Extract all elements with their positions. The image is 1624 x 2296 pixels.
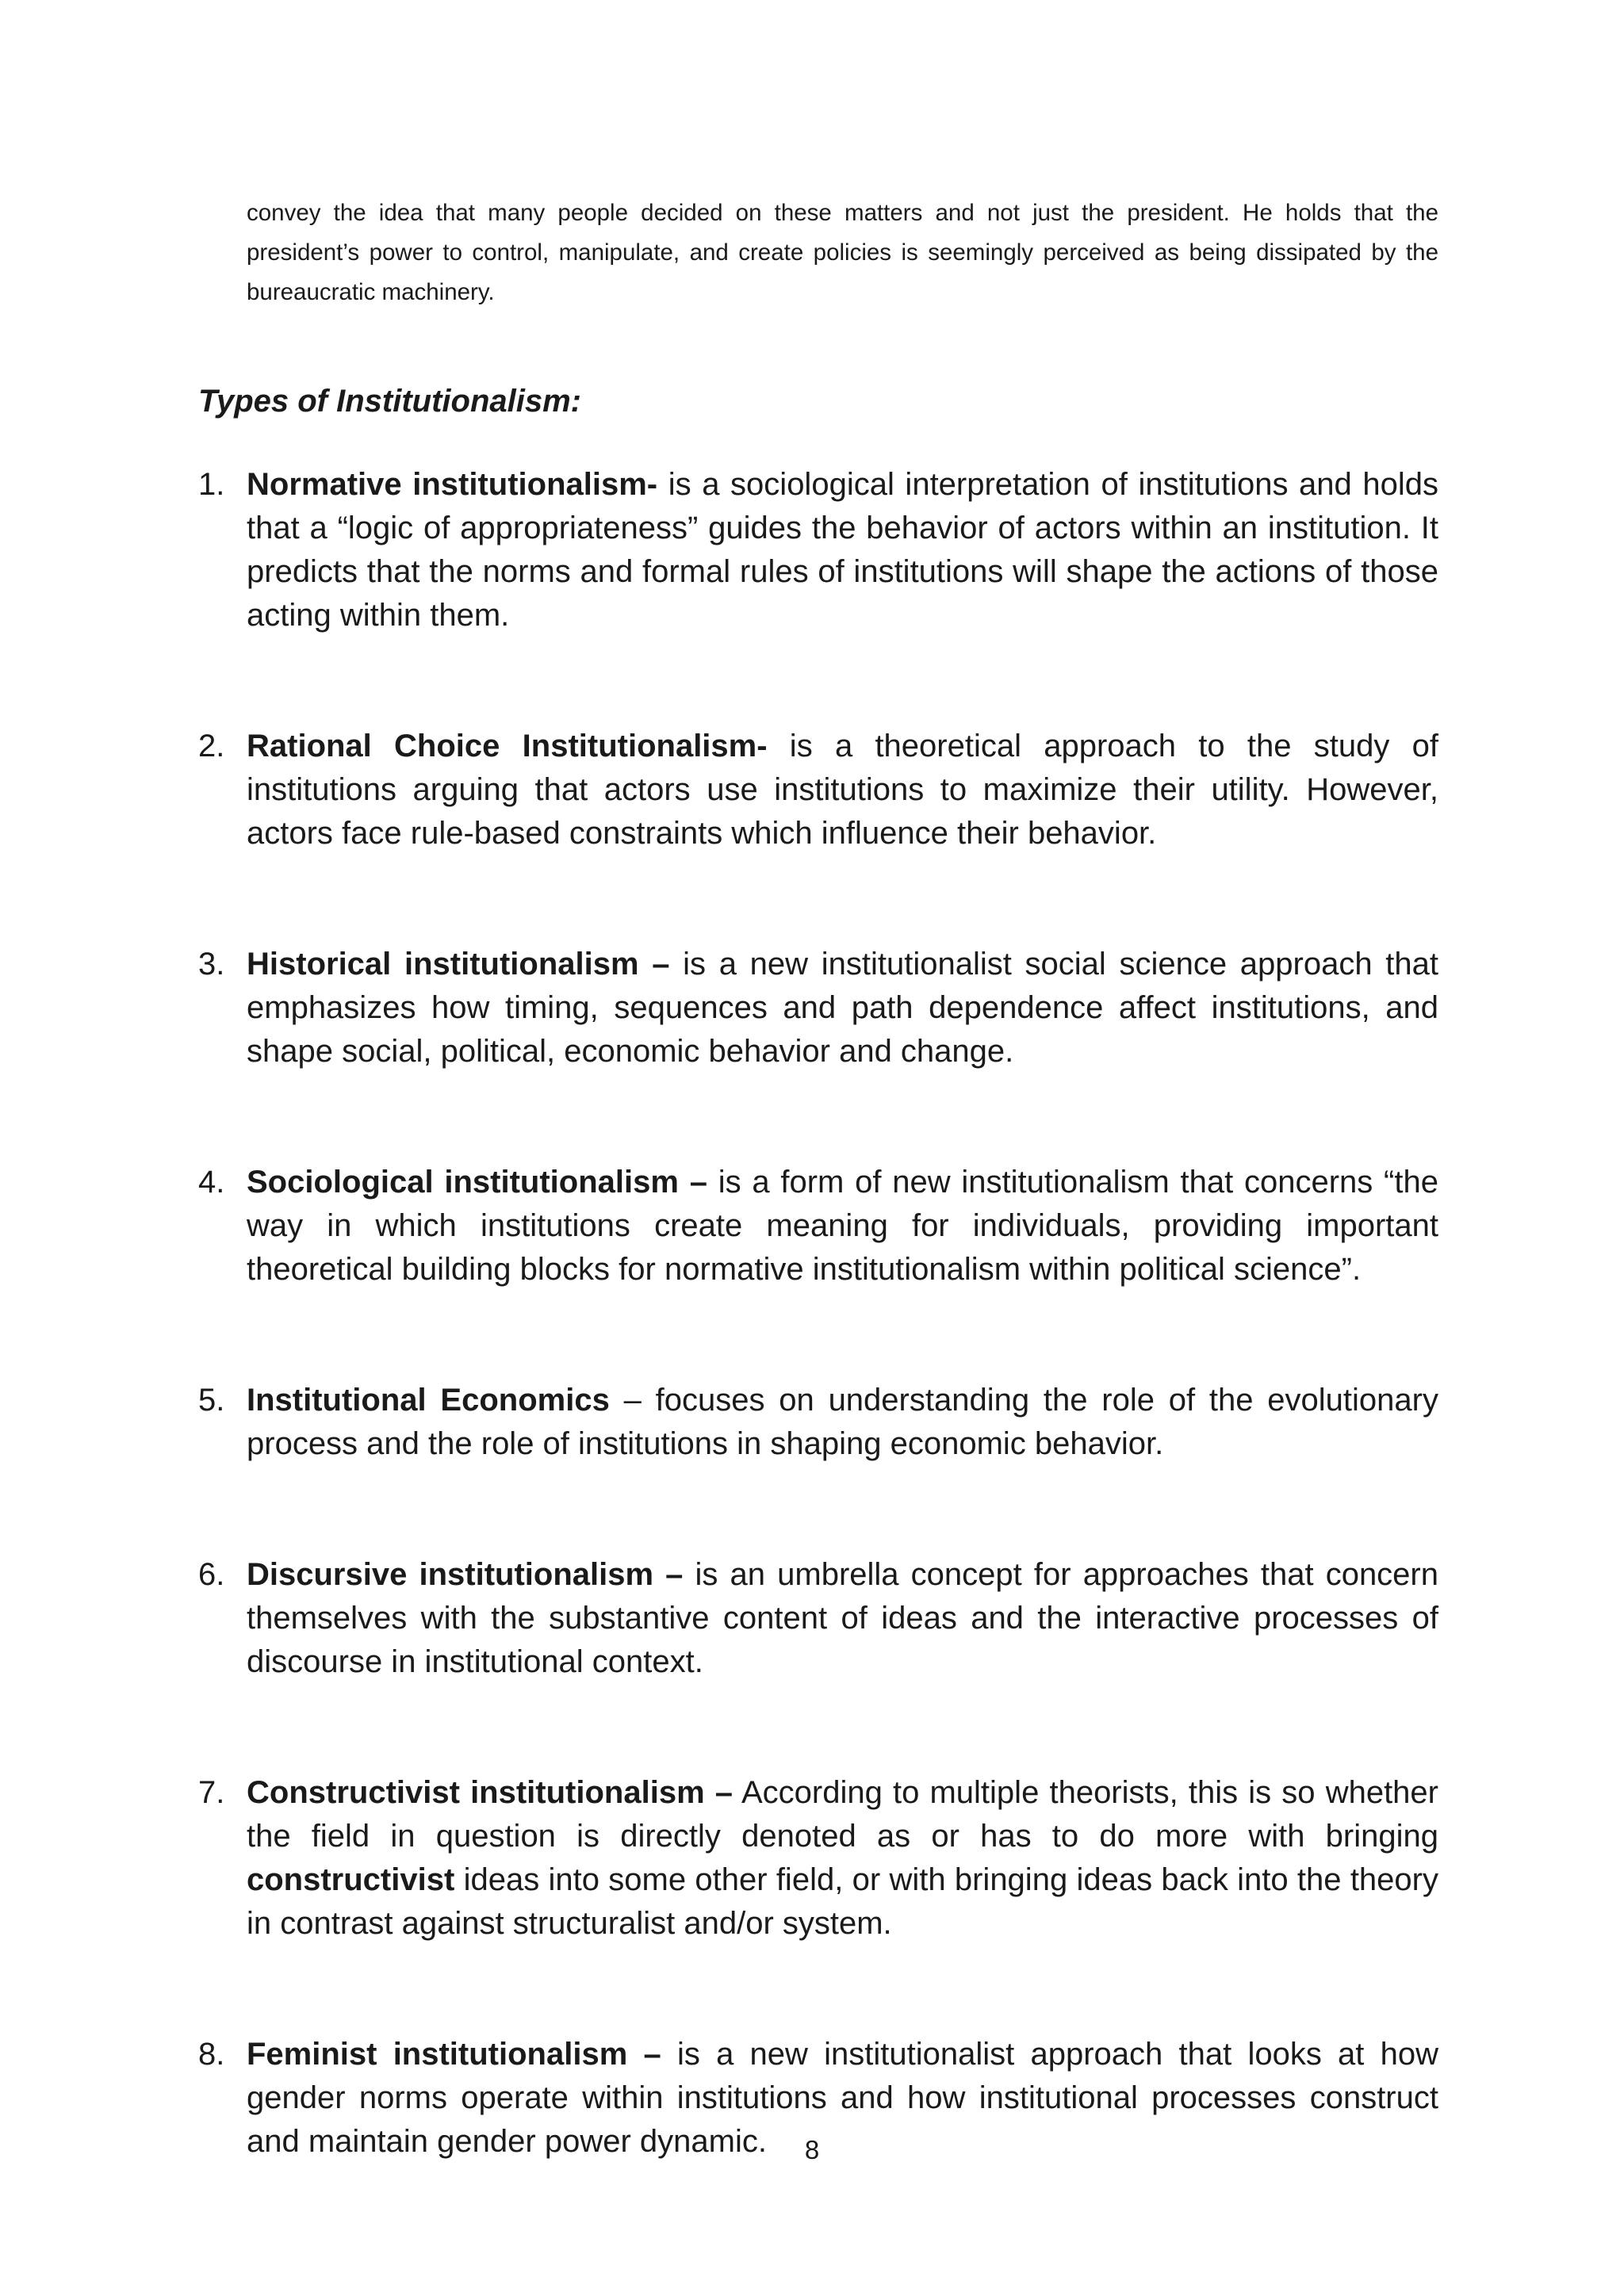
list-item-term: Normative institutionalism- — [247, 467, 658, 502]
list-item-description-part: According to multiple theorists, this is so whether the field in question is directly denoted as or has to do more with bringing — [247, 1775, 1438, 1854]
list-item-description: is a theoretical approach to the study of institutions arguing that actors use institutions to maximize their utility. However, actors face rule-based constraints which influence their behavior. — [247, 729, 1438, 851]
list-item-description: – focuses on understanding the role of the evolutionary process and the role of institutions in shaping economic behavior. — [247, 1383, 1438, 1461]
list-item-description: is a new institutionalist approach that looks at how gender norms operate within institutions and how institutional processes construct and maintain gender power dynamic. — [247, 2037, 1438, 2159]
list-item-number: 7. — [198, 1775, 225, 1810]
list-item — [198, 943, 1438, 1073]
list-item — [198, 1553, 1438, 1684]
list-item-description: is a sociological interpretation of institutions and holds that a “logic of appropriateness” guides the behavior of actors within an institution. It predicts that the norms and formal rules of institutions will shape the actions of those acting within them. — [247, 467, 1439, 633]
list-item-description-part: ideas into some other field, or with bringing ideas back into the theory in contrast against structuralist and/or system. — [247, 1862, 1438, 1941]
list-item-description: is a new institutionalist social science approach that emphasizes how timing, sequences and path dependence affect institutions, and shape social, political, economic behavior and change. — [247, 947, 1438, 1069]
list-item-term: Feminist institutionalism – — [247, 2037, 661, 2072]
section-heading: Types of Institutionalism: — [198, 384, 581, 419]
list-item-description: is an umbrella concept for approaches that concern themselves with the substantive content of ideas and the interactive processes of discourse in institutional context. — [247, 1557, 1438, 1679]
list-item — [198, 1379, 1438, 1466]
intro-paragraph: convey the idea that many people decided on these matters and not just the president. He holds that the president’s power to control, manipulate, and create policies is seemingly perceived as being dissipated by the bureaucratic machinery. — [247, 200, 1438, 305]
types-list — [198, 463, 1438, 2251]
list-item — [198, 1771, 1438, 1946]
list-item-number: 2. — [198, 729, 225, 763]
list-item-number: 4. — [198, 1165, 225, 1200]
list-item-number: 3. — [198, 947, 225, 982]
page-number: 8 — [804, 2135, 820, 2164]
list-item-term: Rational Choice Institutionalism- — [247, 729, 768, 763]
list-item-term: Constructivist institutionalism – — [247, 1775, 733, 1810]
list-item-emphasis: constructivist — [247, 1862, 455, 1897]
list-item — [198, 725, 1438, 855]
list-item-number: 6. — [198, 1557, 225, 1592]
list-item-number: 1. — [198, 467, 225, 502]
list-item — [198, 1161, 1438, 1292]
list-item-term: Historical institutionalism – — [247, 947, 670, 982]
list-item-term: Institutional Economics — [247, 1383, 610, 1418]
list-item — [198, 463, 1438, 637]
list-item-term: Discursive institutionalism – — [247, 1557, 684, 1592]
list-item-number: 5. — [198, 1383, 225, 1418]
list-item-description: is a form of new institutionalism that concerns “the way in which institutions create meaning for individuals, providing important theoretical building blocks for normative institutionalism within political science”. — [247, 1165, 1438, 1287]
list-item-number: 8. — [198, 2037, 225, 2072]
list-item-term: Sociological institutionalism – — [247, 1165, 707, 1200]
